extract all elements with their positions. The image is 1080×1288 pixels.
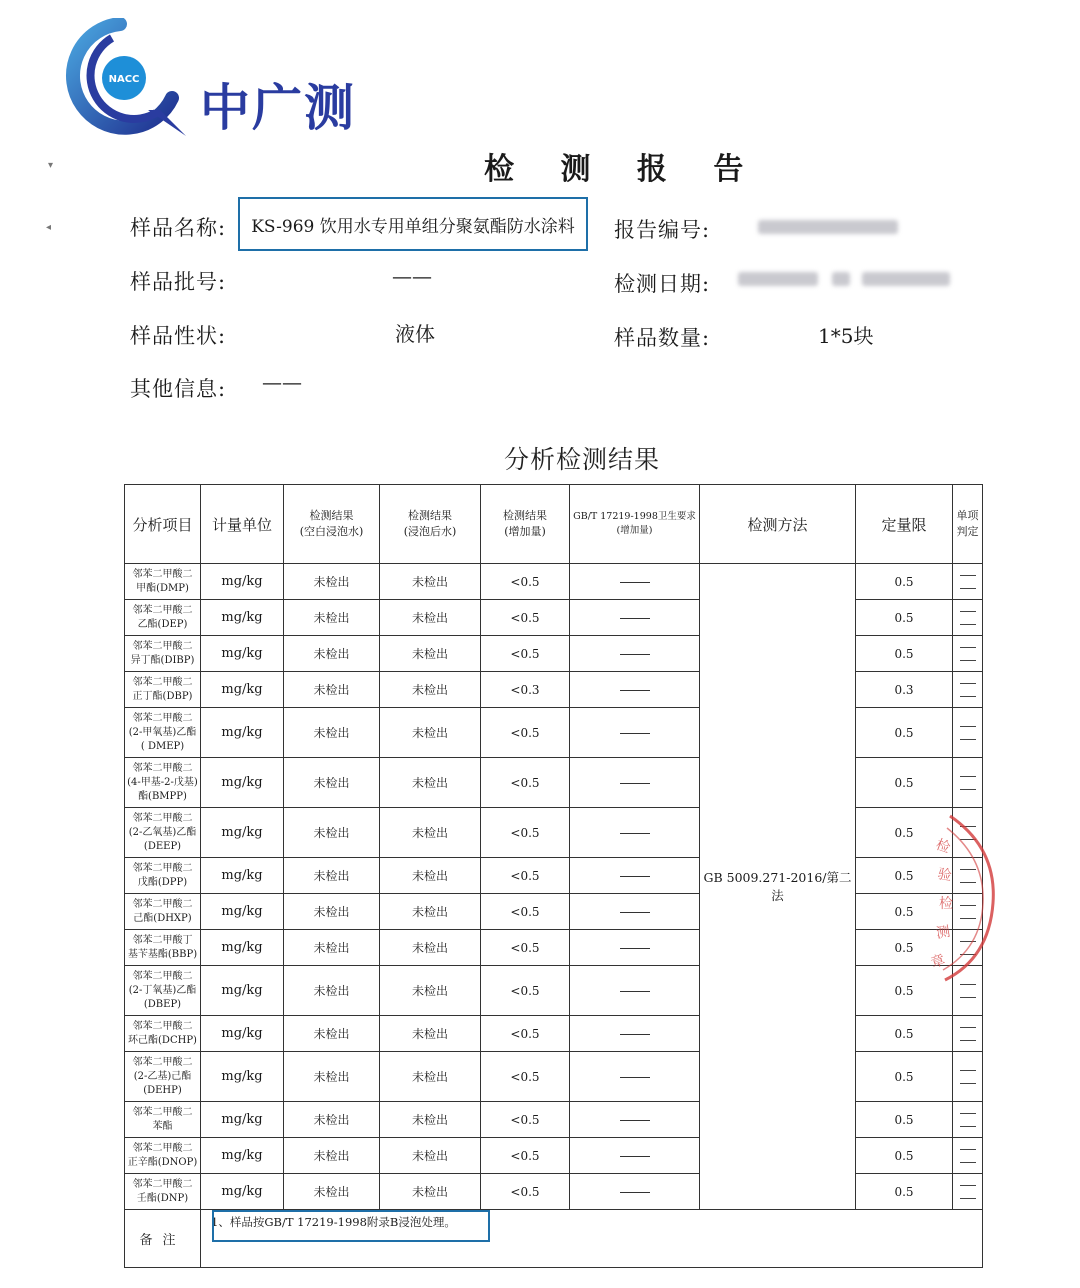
cell-item xyxy=(125,564,201,600)
cell-result-blank: 未检出 xyxy=(284,758,380,808)
cell-result-increase: <0.5 xyxy=(481,758,570,808)
cell-result-increase: <0.5 xyxy=(481,1052,570,1102)
cell-item-line: 邻苯二甲酸二 xyxy=(132,862,193,874)
cell-result-increase: <0.5 xyxy=(481,1016,570,1052)
cell-item-line: 邻苯二甲酸二 xyxy=(132,898,193,910)
cell-item xyxy=(125,1016,201,1052)
cell-item xyxy=(125,1174,201,1210)
empty-dash xyxy=(960,1083,976,1084)
cell-limit: 0.5 xyxy=(856,808,953,858)
state-label: 样品性状: xyxy=(130,324,227,348)
cell-requirement xyxy=(570,1174,700,1210)
test-date-redacted xyxy=(738,272,818,286)
cell-result-after: 未检出 xyxy=(380,708,481,758)
cell-result-after: 未检出 xyxy=(380,564,481,600)
cell-unit: mg/kg xyxy=(201,966,284,1016)
batch-label: 样品批号: xyxy=(130,270,227,294)
cell-judgement xyxy=(953,708,983,758)
cell-item xyxy=(125,1102,201,1138)
header-result-increase xyxy=(481,485,570,564)
cell-item-line: 壬酯(DNP) xyxy=(136,1192,189,1204)
empty-dash xyxy=(960,1040,976,1041)
empty-dash xyxy=(620,783,650,784)
cell-result-increase: <0.5 xyxy=(481,966,570,1016)
cell-item-line: 苯酯 xyxy=(152,1120,173,1132)
cell-requirement xyxy=(570,1016,700,1052)
cell-requirement xyxy=(570,672,700,708)
cell-requirement xyxy=(570,636,700,672)
quantity-label: 样品数量: xyxy=(614,326,711,350)
empty-dash xyxy=(960,997,976,998)
empty-dash xyxy=(960,611,976,612)
table-header-row xyxy=(125,485,983,564)
test-date-redacted xyxy=(832,272,850,286)
svg-text:验: 验 xyxy=(936,866,953,885)
cell-result-increase: <0.5 xyxy=(481,808,570,858)
batch-value: —— xyxy=(392,264,432,288)
cell-requirement xyxy=(570,708,700,758)
empty-dash xyxy=(960,1185,976,1186)
cell-limit: 0.5 xyxy=(856,600,953,636)
cell-result-blank: 未检出 xyxy=(284,564,380,600)
empty-dash xyxy=(620,948,650,949)
header-result-after-line2: (浸泡后水) xyxy=(403,525,457,538)
header-result-increase-line1: 检测结果 xyxy=(503,509,547,522)
cell-unit: mg/kg xyxy=(201,636,284,672)
cell-result-after: 未检出 xyxy=(380,808,481,858)
cell-limit: 0.3 xyxy=(856,672,953,708)
header-method: 检测方法 xyxy=(700,485,856,564)
report-no-redacted xyxy=(758,220,898,234)
cell-result-after: 未检出 xyxy=(380,1016,481,1052)
cell-item xyxy=(125,708,201,758)
cell-judgement xyxy=(953,564,983,600)
cell-limit: 0.5 xyxy=(856,708,953,758)
quantity-value: 1*5块 xyxy=(818,324,874,348)
cell-requirement xyxy=(570,1138,700,1174)
cell-judgement xyxy=(953,1052,983,1102)
sample-name-value: KS-969 饮用水专用单组分聚氨酯防水涂料 xyxy=(251,216,575,237)
cell-requirement xyxy=(570,1052,700,1102)
inspection-stamp xyxy=(905,808,1000,988)
empty-dash xyxy=(620,690,650,691)
header-judgement xyxy=(953,485,983,564)
empty-dash xyxy=(620,1192,650,1193)
cell-item-line: 邻苯二甲酸二 xyxy=(132,712,193,724)
header-result-blank-line2: (空白浸泡水) xyxy=(299,525,364,538)
empty-dash xyxy=(620,1034,650,1035)
empty-dash xyxy=(620,1120,650,1121)
cell-unit: mg/kg xyxy=(201,564,284,600)
cell-item-line: 正丁酯(DBP) xyxy=(132,690,193,702)
cell-item-line: (DEEP) xyxy=(143,840,182,852)
cell-result-after: 未检出 xyxy=(380,1052,481,1102)
empty-dash xyxy=(960,696,976,697)
empty-dash xyxy=(960,1070,976,1071)
cell-item xyxy=(125,966,201,1016)
empty-dash xyxy=(960,726,976,727)
header-requirement-line1: GB/T 17219-1998卫生要求 xyxy=(573,511,696,522)
cell-requirement xyxy=(570,1102,700,1138)
cell-item xyxy=(125,600,201,636)
cell-requirement xyxy=(570,966,700,1016)
cell-result-blank: 未检出 xyxy=(284,808,380,858)
cell-item-line: 邻苯二甲酸二 xyxy=(132,970,193,982)
cell-item xyxy=(125,1138,201,1174)
cell-judgement xyxy=(953,758,983,808)
cell-result-blank: 未检出 xyxy=(284,930,380,966)
cell-result-increase: <0.5 xyxy=(481,1102,570,1138)
cell-limit: 0.5 xyxy=(856,858,953,894)
header-result-blank xyxy=(284,485,380,564)
scan-mark: ◂ xyxy=(46,222,52,233)
cell-limit: 0.5 xyxy=(856,1174,953,1210)
cell-requirement xyxy=(570,808,700,858)
cell-item-line: (DEHP) xyxy=(143,1084,182,1096)
cell-method: GB 5009.271-2016/第二法 xyxy=(700,564,856,1210)
cell-limit: 0.5 xyxy=(856,564,953,600)
cell-unit: mg/kg xyxy=(201,1016,284,1052)
cell-requirement xyxy=(570,564,700,600)
cell-limit: 0.5 xyxy=(856,1016,953,1052)
cell-item-line: 邻苯二甲酸二 xyxy=(132,812,193,824)
other-info-label: 其他信息: xyxy=(130,377,227,401)
empty-dash xyxy=(960,789,976,790)
cell-requirement xyxy=(570,858,700,894)
cell-result-increase: <0.5 xyxy=(481,708,570,758)
cell-limit: 0.5 xyxy=(856,966,953,1016)
cell-unit: mg/kg xyxy=(201,672,284,708)
test-date-redacted xyxy=(862,272,950,286)
empty-dash xyxy=(620,1156,650,1157)
header-result-increase-line2: (增加量) xyxy=(504,525,546,538)
remark-text: 1、样品按GB/T 17219-1998附录B浸泡处理。 xyxy=(201,1210,983,1268)
cell-item-line: ( DMEP) xyxy=(140,740,185,752)
empty-dash xyxy=(960,588,976,589)
report-no-label: 报告编号: xyxy=(614,218,711,242)
cell-limit: 0.5 xyxy=(856,1102,953,1138)
header-requirement-line2: (增加量) xyxy=(616,525,653,536)
empty-dash xyxy=(620,1077,650,1078)
cell-judgement xyxy=(953,1016,983,1052)
header-result-blank-line1: 检测结果 xyxy=(309,509,354,522)
cell-unit: mg/kg xyxy=(201,894,284,930)
svg-text:检: 检 xyxy=(933,836,953,857)
cell-item-line: 基苄基酯(BBP) xyxy=(127,948,198,960)
cell-result-after: 未检出 xyxy=(380,930,481,966)
cell-requirement xyxy=(570,930,700,966)
cell-item-line: 异丁酯(DIBP) xyxy=(130,654,195,666)
header-result-after xyxy=(380,485,481,564)
cell-item-line: 邻苯二甲酸二 xyxy=(132,1106,193,1118)
cell-result-increase: <0.5 xyxy=(481,1174,570,1210)
cell-limit: 0.5 xyxy=(856,758,953,808)
cell-result-after: 未检出 xyxy=(380,600,481,636)
cell-result-blank: 未检出 xyxy=(284,858,380,894)
cell-result-blank: 未检出 xyxy=(284,1174,380,1210)
cell-item-line: 邻苯二甲酸二 xyxy=(132,568,193,580)
empty-dash xyxy=(960,776,976,777)
cell-item xyxy=(125,858,201,894)
cell-item xyxy=(125,930,201,966)
cell-result-after: 未检出 xyxy=(380,1102,481,1138)
empty-dash xyxy=(620,991,650,992)
cell-result-after: 未检出 xyxy=(380,636,481,672)
empty-dash xyxy=(620,654,650,655)
report-title: 检 测 报 告 xyxy=(484,152,762,187)
nacc-badge-text: NACC xyxy=(108,74,140,85)
cell-unit: mg/kg xyxy=(201,858,284,894)
cell-item-line: (DBEP) xyxy=(143,998,182,1010)
header-limit: 定量限 xyxy=(856,485,953,564)
cell-unit: mg/kg xyxy=(201,808,284,858)
cell-item-line: 邻苯二甲酸二 xyxy=(132,1142,193,1154)
cell-item-line: 乙酯(DEP) xyxy=(137,618,188,630)
cell-item xyxy=(125,894,201,930)
header-item: 分析项目 xyxy=(125,485,201,564)
svg-text:检: 检 xyxy=(939,896,953,912)
cell-result-after: 未检出 xyxy=(380,758,481,808)
cell-judgement xyxy=(953,1138,983,1174)
sample-name-label: 样品名称: xyxy=(130,216,227,240)
cell-result-after: 未检出 xyxy=(380,672,481,708)
cell-item xyxy=(125,758,201,808)
empty-dash xyxy=(960,647,976,648)
svg-text:测: 测 xyxy=(934,923,952,942)
cell-result-increase: <0.5 xyxy=(481,1138,570,1174)
cell-item xyxy=(125,1052,201,1102)
other-info-value: —— xyxy=(262,370,302,394)
cell-judgement xyxy=(953,1174,983,1210)
cell-item-line: 邻苯二甲酸二 xyxy=(132,762,193,774)
cell-result-blank: 未检出 xyxy=(284,672,380,708)
cell-judgement xyxy=(953,672,983,708)
cell-item-line: 邻苯二甲酸二 xyxy=(132,640,193,652)
cell-item-line: 邻苯二甲酸丁 xyxy=(132,934,193,946)
empty-dash xyxy=(960,1027,976,1028)
cell-judgement xyxy=(953,1102,983,1138)
empty-dash xyxy=(960,660,976,661)
header-unit: 计量单位 xyxy=(201,485,284,564)
cell-result-after: 未检出 xyxy=(380,1138,481,1174)
cell-result-blank: 未检出 xyxy=(284,1102,380,1138)
empty-dash xyxy=(620,733,650,734)
cell-unit: mg/kg xyxy=(201,1102,284,1138)
cell-result-increase: <0.5 xyxy=(481,600,570,636)
brand-name: 中广测 xyxy=(200,79,356,137)
cell-item-line: 邻苯二甲酸二 xyxy=(132,676,193,688)
cell-result-increase: <0.5 xyxy=(481,636,570,672)
empty-dash xyxy=(620,618,650,619)
cell-item-line: (2-甲氧基)乙酯 xyxy=(128,726,197,738)
cell-limit: 0.5 xyxy=(856,930,953,966)
empty-dash xyxy=(960,1149,976,1150)
cell-item-line: 己酯(DHXP) xyxy=(133,912,192,924)
empty-dash xyxy=(960,624,976,625)
cell-result-after: 未检出 xyxy=(380,1174,481,1210)
cell-result-blank: 未检出 xyxy=(284,636,380,672)
cell-unit: mg/kg xyxy=(201,758,284,808)
cell-limit: 0.5 xyxy=(856,1052,953,1102)
empty-dash xyxy=(960,1162,976,1163)
results-table xyxy=(124,484,983,1268)
cell-limit: 0.5 xyxy=(856,894,953,930)
cell-item-line: (4-甲基-2-戊基) xyxy=(127,776,198,788)
header-result-after-line1: 检测结果 xyxy=(408,509,452,522)
cell-result-blank: 未检出 xyxy=(284,600,380,636)
cell-result-increase: <0.5 xyxy=(481,894,570,930)
empty-dash xyxy=(960,1113,976,1114)
cell-unit: mg/kg xyxy=(201,1138,284,1174)
cell-item-line: 邻苯二甲酸二 xyxy=(132,604,193,616)
cell-result-after: 未检出 xyxy=(380,966,481,1016)
empty-dash xyxy=(620,582,650,583)
cell-item-line: 邻苯二甲酸二 xyxy=(132,1056,193,1068)
cell-item-line: (2-丁氧基)乙酯 xyxy=(128,984,197,996)
sample-name-highlight xyxy=(238,197,588,251)
cell-judgement xyxy=(953,636,983,672)
empty-dash xyxy=(960,575,976,576)
cell-item-line: 酯(BMPP) xyxy=(138,790,187,802)
header-judgement-line2: 判定 xyxy=(956,525,979,538)
cell-result-after: 未检出 xyxy=(380,894,481,930)
cell-result-blank: 未检出 xyxy=(284,966,380,1016)
results-body xyxy=(125,564,983,1268)
scan-mark: ▾ xyxy=(48,160,54,171)
cell-result-blank: 未检出 xyxy=(284,894,380,930)
cell-item xyxy=(125,808,201,858)
cell-item-line: 戊酯(DPP) xyxy=(137,876,188,888)
cell-unit: mg/kg xyxy=(201,1052,284,1102)
cell-result-blank: 未检出 xyxy=(284,1052,380,1102)
section-title: 分析检测结果 xyxy=(504,445,661,474)
cell-requirement xyxy=(570,894,700,930)
cell-limit: 0.5 xyxy=(856,1138,953,1174)
empty-dash xyxy=(960,683,976,684)
cell-item-line: (2-乙基)己酯 xyxy=(133,1070,192,1082)
cell-unit: mg/kg xyxy=(201,930,284,966)
empty-dash xyxy=(960,739,976,740)
cell-result-blank: 未检出 xyxy=(284,1138,380,1174)
cell-item xyxy=(125,636,201,672)
empty-dash xyxy=(620,912,650,913)
header-judgement-line1: 单项 xyxy=(956,509,979,522)
empty-dash xyxy=(620,833,650,834)
cell-result-increase: <0.3 xyxy=(481,672,570,708)
header-requirement xyxy=(570,485,700,564)
cell-result-increase: <0.5 xyxy=(481,564,570,600)
empty-dash xyxy=(960,1126,976,1127)
test-date-label: 检测日期: xyxy=(614,272,711,296)
cell-unit: mg/kg xyxy=(201,600,284,636)
cell-item-line: 环己酯(DCHP) xyxy=(128,1034,197,1046)
empty-dash xyxy=(960,1198,976,1199)
cell-result-increase: <0.5 xyxy=(481,858,570,894)
cell-item-line: 邻苯二甲酸二 xyxy=(132,1020,193,1032)
cell-item-line: (2-乙氧基)乙酯 xyxy=(128,826,197,838)
cell-result-increase: <0.5 xyxy=(481,930,570,966)
cell-item xyxy=(125,672,201,708)
cell-requirement xyxy=(570,600,700,636)
state-value: 液体 xyxy=(395,322,435,346)
cell-result-after: 未检出 xyxy=(380,858,481,894)
cell-item-line: 邻苯二甲酸二 xyxy=(132,1178,193,1190)
svg-text:章: 章 xyxy=(928,951,948,972)
remark-highlight xyxy=(212,1210,490,1242)
cell-unit: mg/kg xyxy=(201,1174,284,1210)
empty-dash xyxy=(620,876,650,877)
cell-unit: mg/kg xyxy=(201,708,284,758)
cell-requirement xyxy=(570,758,700,808)
remark-label: 备注 xyxy=(125,1210,201,1268)
cell-item-line: 甲酯(DMP) xyxy=(136,582,189,594)
table-row xyxy=(125,564,983,600)
cell-result-blank: 未检出 xyxy=(284,708,380,758)
cell-result-blank: 未检出 xyxy=(284,1016,380,1052)
cell-judgement xyxy=(953,600,983,636)
cell-limit: 0.5 xyxy=(856,636,953,672)
cell-item-line: 正辛酯(DNOP) xyxy=(127,1156,198,1168)
